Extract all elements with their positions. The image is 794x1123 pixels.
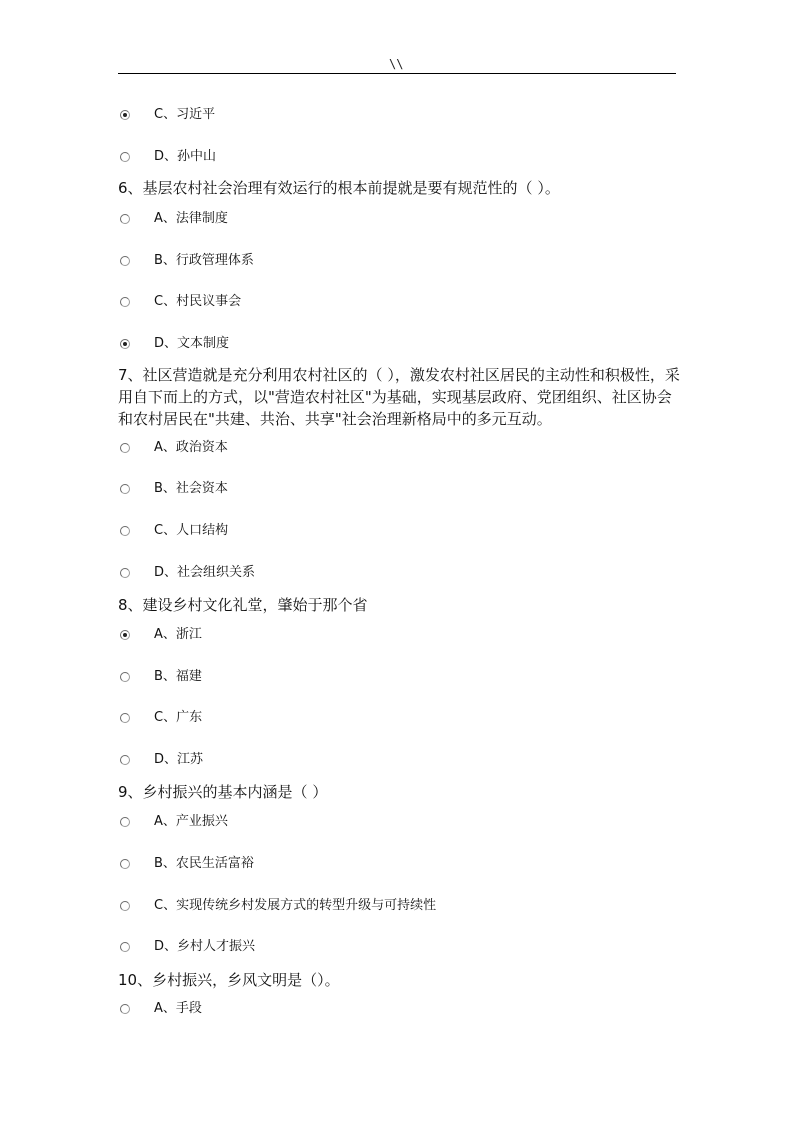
option-q5-c[interactable] [120,105,215,125]
option-label: C、人口结构 [154,523,229,538]
option-q9-c[interactable] [120,896,436,916]
option-label: C、实现传统乡村发展方式的转型升级与可持续性 [154,898,437,913]
option-q8-b[interactable] [120,667,202,687]
option-q5-d[interactable] [120,147,216,167]
radio-button[interactable] [120,942,130,952]
radio-button[interactable] [120,1004,130,1014]
radio-button[interactable] [120,484,130,494]
radio-button[interactable] [120,526,130,536]
radio-button[interactable] [120,297,130,307]
radio-button[interactable] [120,110,130,120]
option-label: A、法律制度 [154,211,228,226]
option-label: B、社会资本 [154,481,228,496]
option-label: A、手段 [154,1001,202,1016]
radio-button[interactable] [120,568,130,578]
option-q7-b[interactable] [120,479,228,499]
option-label: C、村民议事会 [154,294,242,309]
option-q9-b[interactable] [120,854,254,874]
option-q9-a[interactable] [120,812,228,832]
option-q8-c[interactable] [120,708,202,728]
option-q7-a[interactable] [120,438,228,458]
option-label: C、习近平 [154,107,216,122]
option-q8-d[interactable] [120,750,203,770]
option-label: A、浙江 [154,627,202,642]
question-9: 9、乡村振兴的基本内涵是（ ） [118,783,328,801]
option-label: B、农民生活富裕 [154,856,254,871]
radio-button[interactable] [120,214,130,224]
radio-button[interactable] [120,901,130,911]
option-q8-a[interactable] [120,625,202,645]
option-label: A、产业振兴 [154,814,228,829]
option-label: C、广东 [154,710,203,725]
option-label: B、福建 [154,669,202,684]
radio-button[interactable] [120,339,130,349]
question-10: 10、乡村振兴，乡风文明是（）。 [118,971,340,989]
option-q10-a[interactable] [120,999,202,1019]
option-label: D、文本制度 [154,336,230,351]
radio-button[interactable] [120,755,130,765]
option-q9-d[interactable] [120,937,255,957]
radio-button[interactable] [120,859,130,869]
option-label: D、孙中山 [154,149,217,164]
radio-button[interactable] [120,152,130,162]
option-label: D、江苏 [154,752,204,767]
radio-button[interactable] [120,817,130,827]
option-label: D、乡村人才振兴 [154,939,256,954]
option-q6-a[interactable] [120,209,228,229]
question-6: 6、基层农村社会治理有效运行的根本前提就是要有规范性的（ ）。 [118,179,560,197]
question-8: 8、建设乡村文化礼堂，肇始于那个省 [118,596,368,614]
option-q7-d[interactable] [120,563,255,583]
option-q6-c[interactable] [120,292,241,312]
option-label: A、政治资本 [154,440,228,455]
option-q7-c[interactable] [120,521,228,541]
radio-button[interactable] [120,443,130,453]
option-q6-b[interactable] [120,251,254,271]
option-label: D、社会组织关系 [154,565,256,580]
radio-button[interactable] [120,713,130,723]
radio-button[interactable] [120,256,130,266]
page-header-text: \\ [389,57,404,71]
radio-button[interactable] [120,672,130,682]
radio-button[interactable] [120,630,130,640]
question-7: 7、社区营造就是充分利用农村社区的（ ），激发农村社区居民的主动性和积极性，采用自下而上的方式，以"营造农村社区"为基础，实现基层政府、党团组织、社区协会和农村居民在"共建、共治、共享"社会治理新格局中的多元互动。 [118,366,680,428]
option-q6-d[interactable] [120,334,229,354]
option-label: B、行政管理体系 [154,253,254,268]
